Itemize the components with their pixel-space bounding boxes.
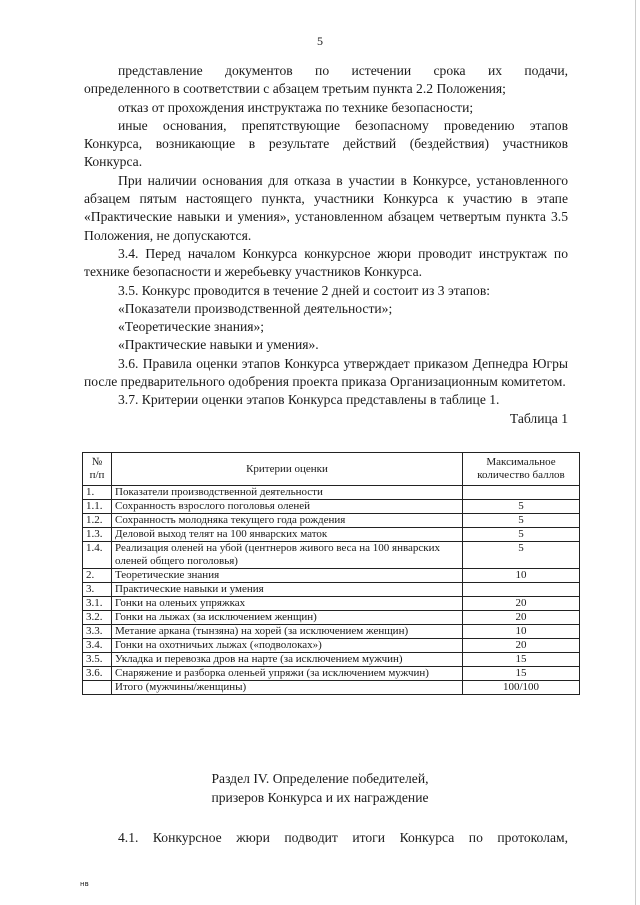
paragraph: отказ от прохождения инструктажа по технике безопасности; bbox=[118, 99, 474, 115]
table-row bbox=[83, 514, 580, 528]
row-number: 3.6. bbox=[83, 667, 112, 681]
paragraph: При наличии основания для отказа в участии в Конкурсе, установленного абзацем пятым настоящего пункта, участники Конкурса к участию в этапе «Практические навыки и умения», установленном абзацем четвертым пункта 3.5 Положения, не допускаются. bbox=[84, 172, 568, 243]
row-number: 2. bbox=[83, 569, 112, 583]
row-number: 3.2. bbox=[83, 611, 112, 625]
row-criterion: Сохранность взрослого поголовья оленей bbox=[112, 500, 463, 514]
row-number: 3. bbox=[83, 583, 112, 597]
row-criterion: Гонки на охотничьих лыжах («подволоках») bbox=[112, 639, 463, 653]
row-number: 3.1. bbox=[83, 597, 112, 611]
table-row bbox=[83, 611, 580, 625]
row-max-score: 5 bbox=[463, 528, 580, 542]
closing-paragraph-text: 4.1. Конкурсное жюри подводит итоги Конкурса по протоколам, bbox=[118, 830, 568, 845]
paragraph: 3.5. Конкурс проводится в течение 2 дней и состоит из 3 этапов: bbox=[118, 282, 491, 298]
row-criterion: Метание аркана (тынзяна) на хорей (за исключением женщин) bbox=[112, 625, 463, 639]
row-number: 1. bbox=[83, 486, 112, 500]
table-row bbox=[83, 583, 580, 597]
table-body bbox=[83, 486, 580, 695]
table-row bbox=[83, 653, 580, 667]
criteria-table bbox=[82, 452, 580, 695]
row-number: 3.4. bbox=[83, 639, 112, 653]
table-row bbox=[83, 667, 580, 681]
row-number: 1.4. bbox=[83, 542, 112, 569]
row-criterion: Практические навыки и умения bbox=[112, 583, 463, 597]
body-text bbox=[84, 62, 568, 428]
table-row bbox=[83, 542, 580, 569]
row-number: 3.3. bbox=[83, 625, 112, 639]
row-number: 1.3. bbox=[83, 528, 112, 542]
table-header-row bbox=[83, 453, 580, 486]
row-criterion: Реализация оленей на убой (центнеров живого веса на 100 январских оленей общего поголовья) bbox=[112, 542, 463, 569]
row-max-score: 5 bbox=[463, 514, 580, 528]
row-criterion: Теоретические знания bbox=[112, 569, 463, 583]
row-max-score: 5 bbox=[463, 542, 580, 569]
row-max-score bbox=[463, 583, 580, 597]
section-heading-line2: призеров Конкурса и их награждение bbox=[211, 790, 429, 805]
table-row bbox=[83, 681, 580, 695]
table-row bbox=[83, 528, 580, 542]
table-row bbox=[83, 569, 580, 583]
row-number: 3.5. bbox=[83, 653, 112, 667]
section-heading-line1: Раздел IV. Определение победителей, bbox=[211, 771, 429, 786]
row-criterion: Сохранность молодняка текущего года рождения bbox=[112, 514, 463, 528]
row-max-score: 10 bbox=[463, 569, 580, 583]
row-criterion: Гонки на лыжах (за исключением женщин) bbox=[112, 611, 463, 625]
row-criterion: Снаряжение и разборка оленьей упряжи (за исключением мужчин) bbox=[112, 667, 463, 681]
paragraph: 3.6. Правила оценки этапов Конкурса утверждает приказом Депнедра Югры после предварительного одобрения проекта приказа Организационным комитетом. bbox=[84, 355, 568, 390]
row-max-score: 15 bbox=[463, 653, 580, 667]
row-max-score: 20 bbox=[463, 611, 580, 625]
paragraph: 3.7. Критерии оценки этапов Конкурса представлены в таблице 1. bbox=[118, 392, 500, 408]
row-criterion: Гонки на оленьих упряжках bbox=[112, 597, 463, 611]
table-caption: Таблица 1 bbox=[509, 410, 568, 426]
table-row bbox=[83, 486, 580, 500]
row-number: 1.1. bbox=[83, 500, 112, 514]
section-heading bbox=[0, 769, 640, 807]
page-number: 5 bbox=[317, 34, 323, 48]
row-criterion: Укладка и перевозка дров на нарте (за исключением мужчин) bbox=[112, 653, 463, 667]
paragraph: «Практические навыки и умения». bbox=[118, 337, 319, 353]
header-number: № п/п bbox=[83, 453, 112, 486]
paragraph: определенного в соответствии с абзацем третьим пункта 2.2 Положения; bbox=[84, 81, 506, 97]
row-criterion: Деловой выход телят на 100 январских маток bbox=[112, 528, 463, 542]
row-criterion: Итого (мужчины/женщины) bbox=[112, 681, 463, 695]
row-max-score: 100/100 bbox=[463, 681, 580, 695]
table-row bbox=[83, 639, 580, 653]
paragraph: представление документов по истечении срока их подачи, bbox=[118, 63, 568, 78]
table-row bbox=[83, 597, 580, 611]
row-max-score: 20 bbox=[463, 597, 580, 611]
row-max-score: 10 bbox=[463, 625, 580, 639]
row-criterion: Показатели производственной деятельности bbox=[112, 486, 463, 500]
paragraph: 3.4. Перед началом Конкурса конкурсное жюри проводит инструктаж по технике безопасности и жеребьевку участников Конкурса. bbox=[84, 245, 568, 280]
row-number bbox=[83, 681, 112, 695]
closing-paragraph bbox=[84, 829, 568, 847]
table-row bbox=[83, 500, 580, 514]
header-criteria: Критерии оценки bbox=[112, 453, 463, 486]
row-max-score bbox=[463, 486, 580, 500]
table-row bbox=[83, 625, 580, 639]
paragraph: «Теоретические знания»; bbox=[118, 319, 265, 335]
paragraph: «Показатели производственной деятельности»; bbox=[118, 300, 393, 316]
row-max-score: 5 bbox=[463, 500, 580, 514]
paragraph: иные основания, препятствующие безопасному проведению этапов Конкурса, возникающие в результате действий (бездействия) участников Конкурса. bbox=[84, 117, 568, 170]
footer-mark: нв bbox=[80, 880, 89, 888]
row-max-score: 20 bbox=[463, 639, 580, 653]
row-max-score: 15 bbox=[463, 667, 580, 681]
row-number: 1.2. bbox=[83, 514, 112, 528]
header-max-score: Максимальное количество баллов bbox=[463, 453, 580, 486]
